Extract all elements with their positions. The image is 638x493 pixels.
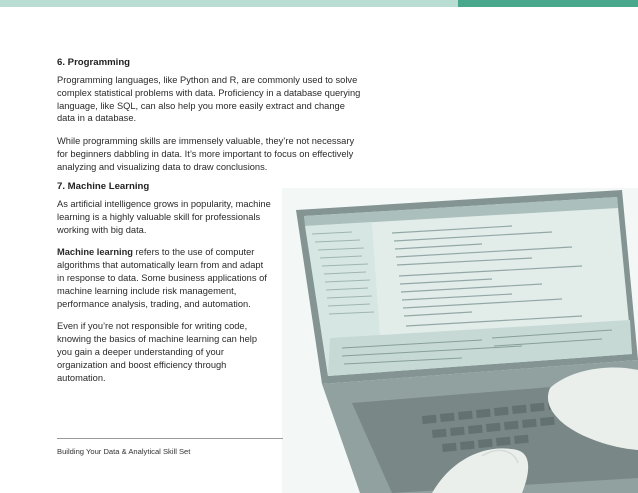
top-band-light bbox=[0, 0, 458, 7]
section-machine-learning bbox=[57, 181, 272, 384]
laptop-illustration bbox=[282, 188, 638, 493]
footer-text: Building Your Data & Analytical Skill Set bbox=[57, 447, 191, 456]
ml-paragraph-2 bbox=[57, 246, 272, 310]
ml-paragraph-2-text: refers to the use of computer algorithms that automatically learn from and adapt in response to data. Some business applications of machine learning include risk management, performance analysis, trading, and automation. bbox=[57, 247, 267, 309]
ml-paragraph-3: Even if you’re not responsible for writing code, knowing the basics of machine learning can help you gain a deeper understanding of your organization and boost efficiency through automation. bbox=[57, 321, 258, 383]
section-programming bbox=[57, 57, 362, 174]
programming-paragraph-2: While programming skills are immensely valuable, they’re not necessary for beginners dabbling in data. It’s more important to focus on effectively analyzing and visualizing data to draw conclusions. bbox=[57, 136, 355, 172]
programming-paragraph-1: Programming languages, like Python and R, are commonly used to solve complex statistical problems with data. Proficiency in a database querying language, like SQL, can also help you more easily extract and change data in a database. bbox=[57, 75, 361, 124]
section-heading-programming: 6. Programming bbox=[57, 57, 131, 68]
ml-paragraph-1: As artificial intelligence grows in popularity, machine learning is a highly valuable skill for professionals working with big data. bbox=[57, 199, 271, 235]
footer-rule bbox=[57, 438, 283, 439]
laptop-photo bbox=[282, 188, 638, 493]
top-band-accent bbox=[458, 0, 638, 7]
section-heading-machine-learning: 7. Machine Learning bbox=[57, 181, 150, 192]
ml-bold-term: Machine learning bbox=[57, 247, 133, 258]
